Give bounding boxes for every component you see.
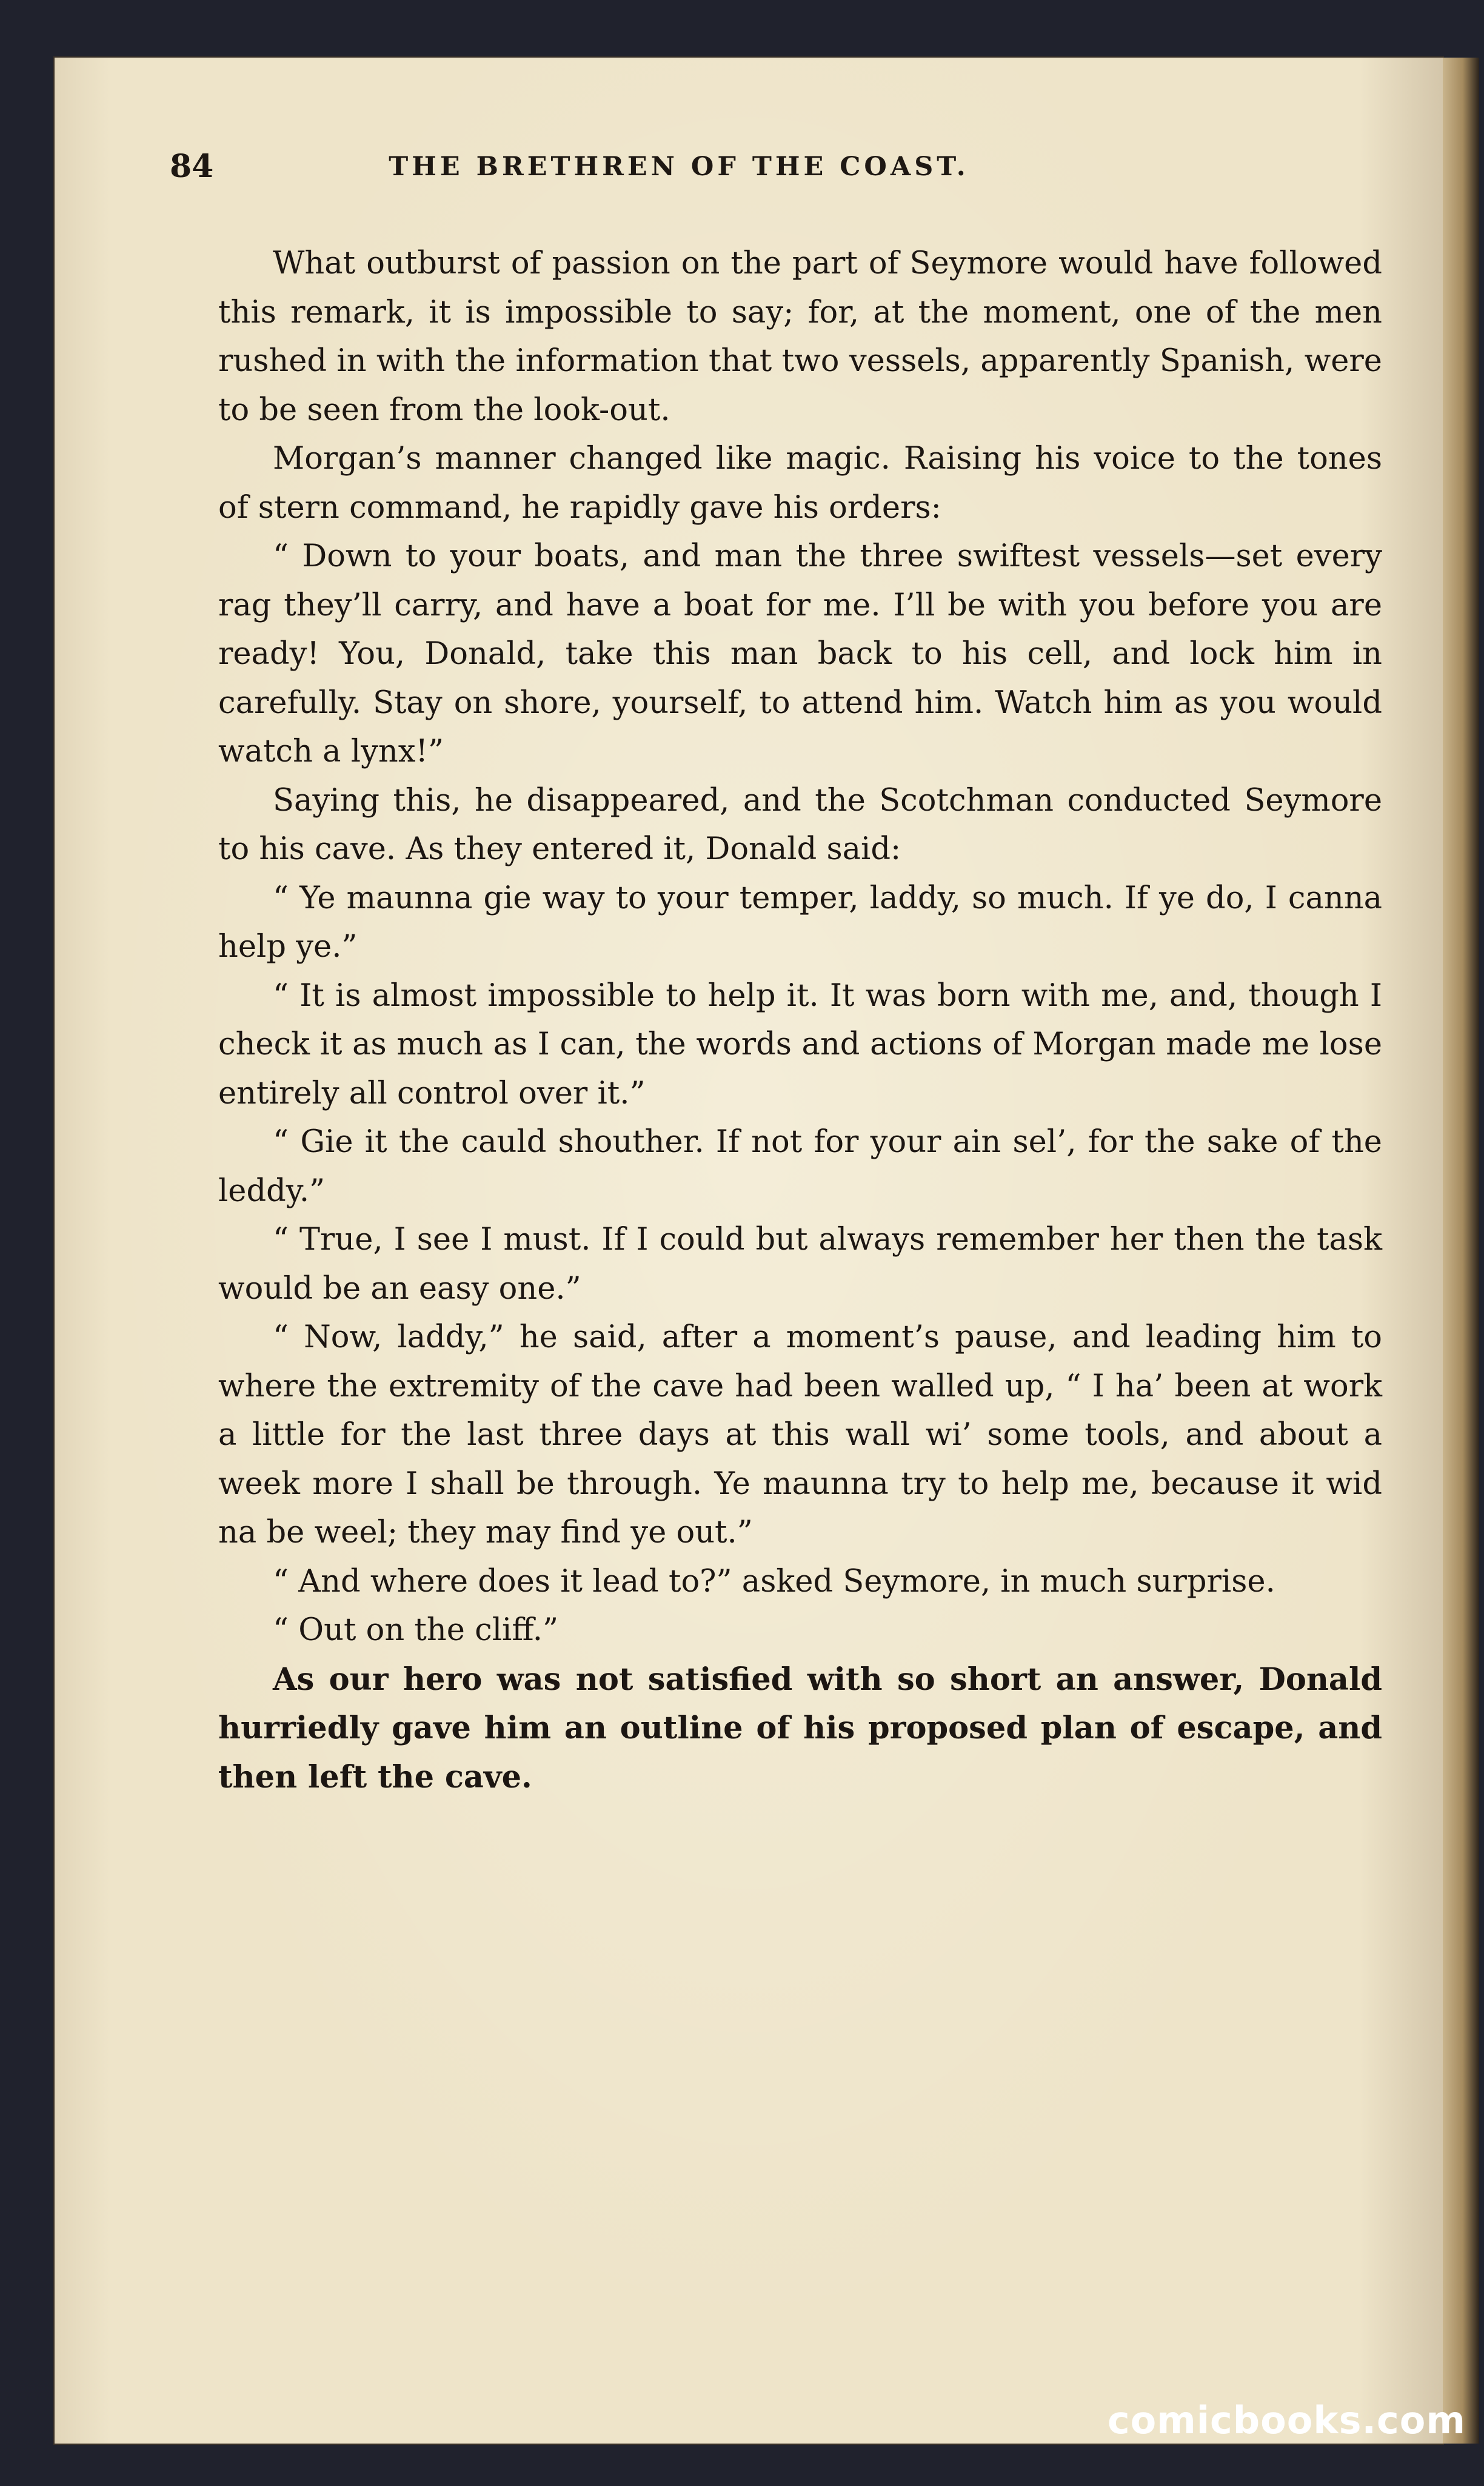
paragraph: “ Now, laddy,” he said, after a moment’s pause, and leading him to where the extremity of the cave had been walled up, “ I ha’ been at work a little for the last three days at this wall wi’ some tools, and about a week more I shall be through. Ye maunna try to help me, because it wid na be weel; they may find ye out.” [218, 1319, 1382, 1550]
watermark: comicbooks.com [1107, 2398, 1466, 2442]
paragraph: Morgan’s manner changed like magic. Raising his voice to the tones of stern command, he rapidly gave his orders: [218, 441, 1382, 526]
body-text [218, 240, 1382, 1801]
paragraph: “ Down to your boats, and man the three swiftest vessels—set every rag they’ll carry, and have a boat for me. I’ll be with you before you are ready! You, Donald, take this man back to his cell, and lock him in carefully. Stay on shore, yourself, to attend him. Watch him as you would watch a lynx!” [218, 538, 1382, 769]
paragraph: What outburst of passion on the part of Seymore would have followed this remark, it is impossible to say; for, at the moment, one of the men rushed in with the information that two vessels, apparently Spanish, were to be seen from the look-out. [218, 246, 1382, 428]
paragraph: “ True, I see I must. If I could but always remember her then the task would be an easy one.” [218, 1222, 1382, 1307]
paragraph: “ Ye maunna gie way to your temper, laddy, so much. If ye do, I canna help ye.” [218, 880, 1382, 965]
page-header [170, 142, 1103, 191]
page-number: 84 [170, 148, 214, 185]
paragraph: “ It is almost impossible to help it. It was born with me, and, though I check it as much as I can, the words and actions of Morgan made me lose entirely all control over it.” [218, 977, 1382, 1111]
paragraph: “ Gie it the cauld shouther. If not for your ain sel’, for the sake of the leddy.” [218, 1124, 1382, 1209]
paragraph: “ And where does it lead to?” asked Seymore, in much surprise. [273, 1563, 1275, 1600]
page-edge [1443, 58, 1479, 2444]
paragraph: “ Out on the cliff.” [273, 1612, 559, 1648]
running-head: THE BRETHREN OF THE COAST. [389, 152, 969, 182]
paragraph: Saying this, he disappeared, and the Scotchman conducted Seymore to his cave. As they entered it, Donald said: [218, 782, 1382, 867]
paragraph: As our hero was not satisfied with so short an answer, Donald hurriedly gave him an outline of his proposed plan of escape, and then left the cave. [218, 1661, 1382, 1795]
